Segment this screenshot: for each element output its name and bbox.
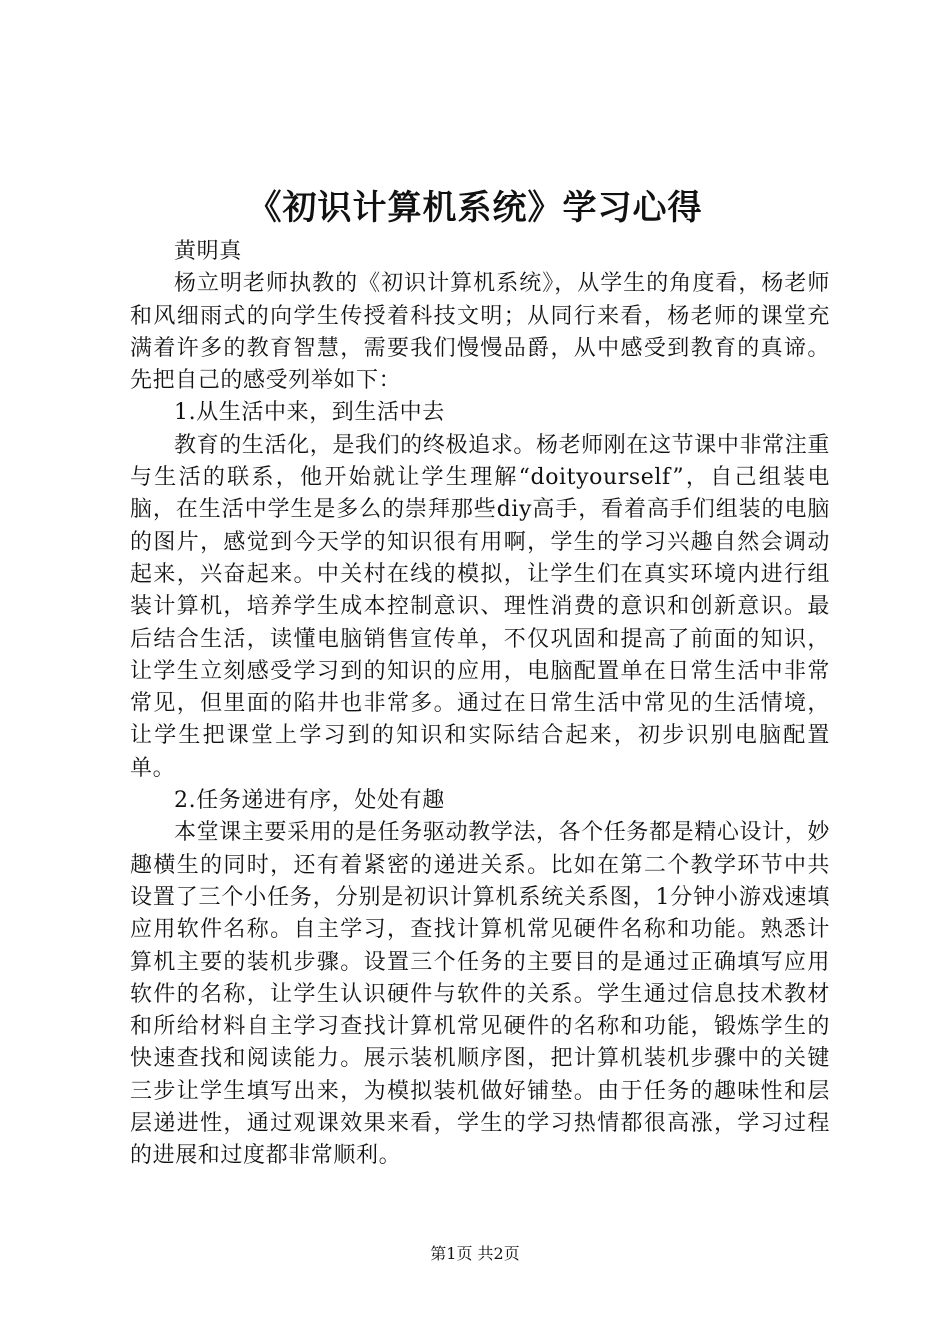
paragraph-section-1: 教育的生活化，是我们的终极追求。杨老师刚在这节课中非常注重与生活的联系，他开始就让学生理解“doityourself”，自己组装电脑，在生活中学生是多么的崇拜那些diy高手，看着高手们组装的电脑的图片，感觉到今天学的知识很有用啊，学生的学习兴趣自然会调动起来，兴奋起来。中关村在线的模拟，让学生们在真实环境内进行组装计算机，培养学生成本控制意识、理性消费的意识和创新意识。最后结合生活，读懂电脑销售宣传单，不仅巩固和提高了前面的知识，让学生立刻感受学习到的知识的应用，电脑配置单在日常生活中非常常见，但里面的陷井也非常多。通过在日常生活中常见的生活情境，让学生把课堂上学习到的知识和实际结合起来，初步识别电脑配置单。 — [130, 432, 830, 781]
page-footer: 第1页 共2页 — [430, 1244, 520, 1263]
document-body — [130, 236, 830, 1173]
document-title: 《初识计算机系统》学习心得 — [247, 188, 703, 228]
paragraph-section-2: 本堂课主要采用的是任务驱动教学法，各个任务都是精心设计，妙趣横生的同时，还有着紧密的递进关系。比如在第二个教学环节中共设置了三个小任务，分别是初识计算机系统关系图，1分钟小游戏速填应用软件名称。自主学习，查找计算机常见硬件名称和功能。熟悉计算机主要的装机步骤。设置三个任务的主要目的是通过正确填写应用软件的名称，让学生认识硬件与软件的关系。学生通过信息技术教材和所给材料自主学习查找计算机常见硬件的名称和功能，锻炼学生的快速查找和阅读能力。展示装机顺序图，把计算机装机步骤中的关键三步让学生填写出来，为模拟装机做好铺垫。由于任务的趣味性和层层递进性，通过观课效果来看，学生的学习热情都很高涨，学习过程的进展和过度都非常顺利。 — [130, 820, 830, 1169]
section-heading-2: 2.任务递进有序，处处有趣 — [174, 788, 445, 814]
section-heading-1: 1.从生活中来，到生活中去 — [174, 400, 445, 426]
paragraph-intro: 杨立明老师执教的《初识计算机系统》，从学生的角度看，杨老师和风细雨式的向学生传授着科技文明；从同行来看，杨老师的课堂充满着许多的教育智慧，需要我们慢慢品爵，从中感受到教育的真谛。先把自己的感受列举如下： — [130, 271, 830, 394]
author-name: 黄明真 — [174, 239, 242, 264]
